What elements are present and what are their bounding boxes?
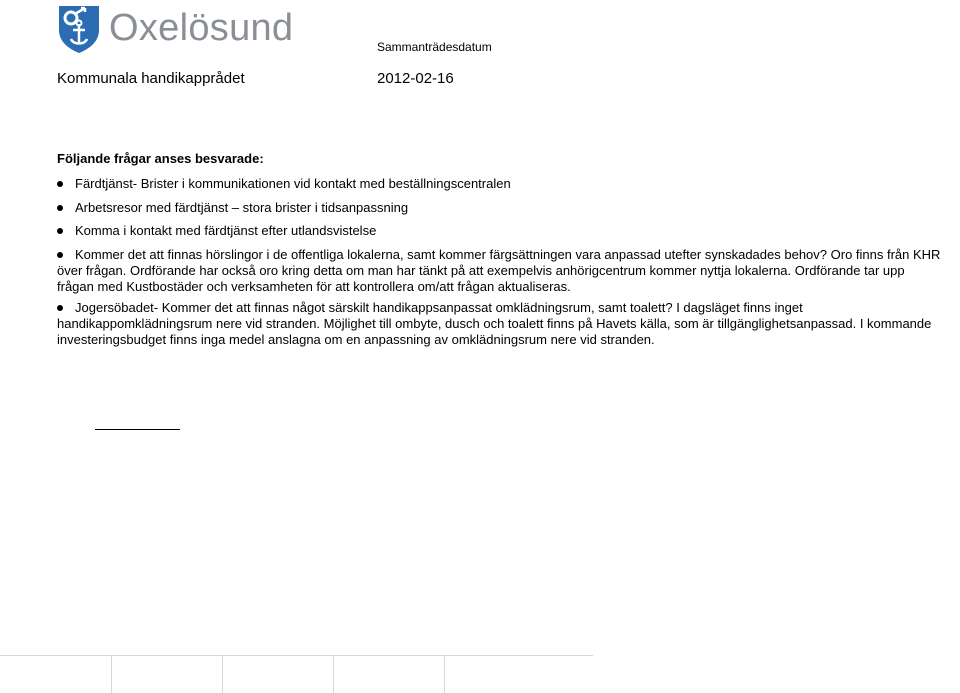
bullet-icon [57,252,63,258]
list-item-text: Komma i kontakt med färdtjänst efter utlandsvistelse [75,223,377,238]
list-item-text-line-2: över frågan. Ordförande har också oro kring detta om man har tänkt på att exempelvis anhörigcentrum kommer nyttja lokalerna. Ordförande tar upp [57,263,905,278]
list-item [57,200,960,216]
municipal-shield-icon [57,4,101,54]
bullet-icon [57,305,63,311]
bullet-icon [57,205,63,211]
list-item-text-line-1: Jogersöbadet- Kommer det att finnas något särskilt handikappsanpassat omklädningsrum, samt toalett? I dagsläget finns inget [75,300,803,315]
meeting-date: 2012-02-16 [377,70,454,87]
date-label: Sammanträdesdatum [377,40,492,54]
footer-column-divider [111,656,112,693]
footer-column-divider [444,656,445,693]
oxelosund-logo [57,4,297,54]
list-item-text-line-3: frågan med Kustbostäder och verksamheten för att kontrollera om/att frågan aktualiseras. [57,279,571,294]
list-item-text-line-1: Kommer det att finnas hörslingor i de offentliga lokalerna, samt kommer färgsättningen vara anpassad utefter synskadades behov? Oro finns från KHR [75,247,941,262]
list-item-text: Arbetsresor med färdtjänst – stora brister i tidsanpassning [75,200,409,215]
list-item [57,247,960,295]
list-item-text: Färdtjänst- Brister i kommunikationen vid kontakt med beställningscentralen [75,176,511,191]
department-title: Kommunala handikapprådet [57,70,245,87]
bullet-icon [57,228,63,234]
footer-divider [0,655,593,656]
list-item-text-line-3: investeringsbudget finns inga medel anslagna om en anpassning av omklädningsrum nere vid stranden. [57,332,655,347]
signature-line [95,429,180,430]
footer-column-divider [333,656,334,693]
bullet-icon [57,181,63,187]
footer-column-divider [222,656,223,693]
list-item [57,176,960,192]
list-item-text-line-2: handikappomklädningsrum nere vid stranden. Möjlighet till ombyte, dusch och toalett finns på Havets källa, som är tillgänglighetsanpassad. I kommande [57,316,932,331]
list-item [57,223,960,239]
logo-wordmark: Oxelösund [109,7,294,49]
list-item [57,300,960,348]
section-heading: Följande frågar anses besvarade: [57,151,264,166]
